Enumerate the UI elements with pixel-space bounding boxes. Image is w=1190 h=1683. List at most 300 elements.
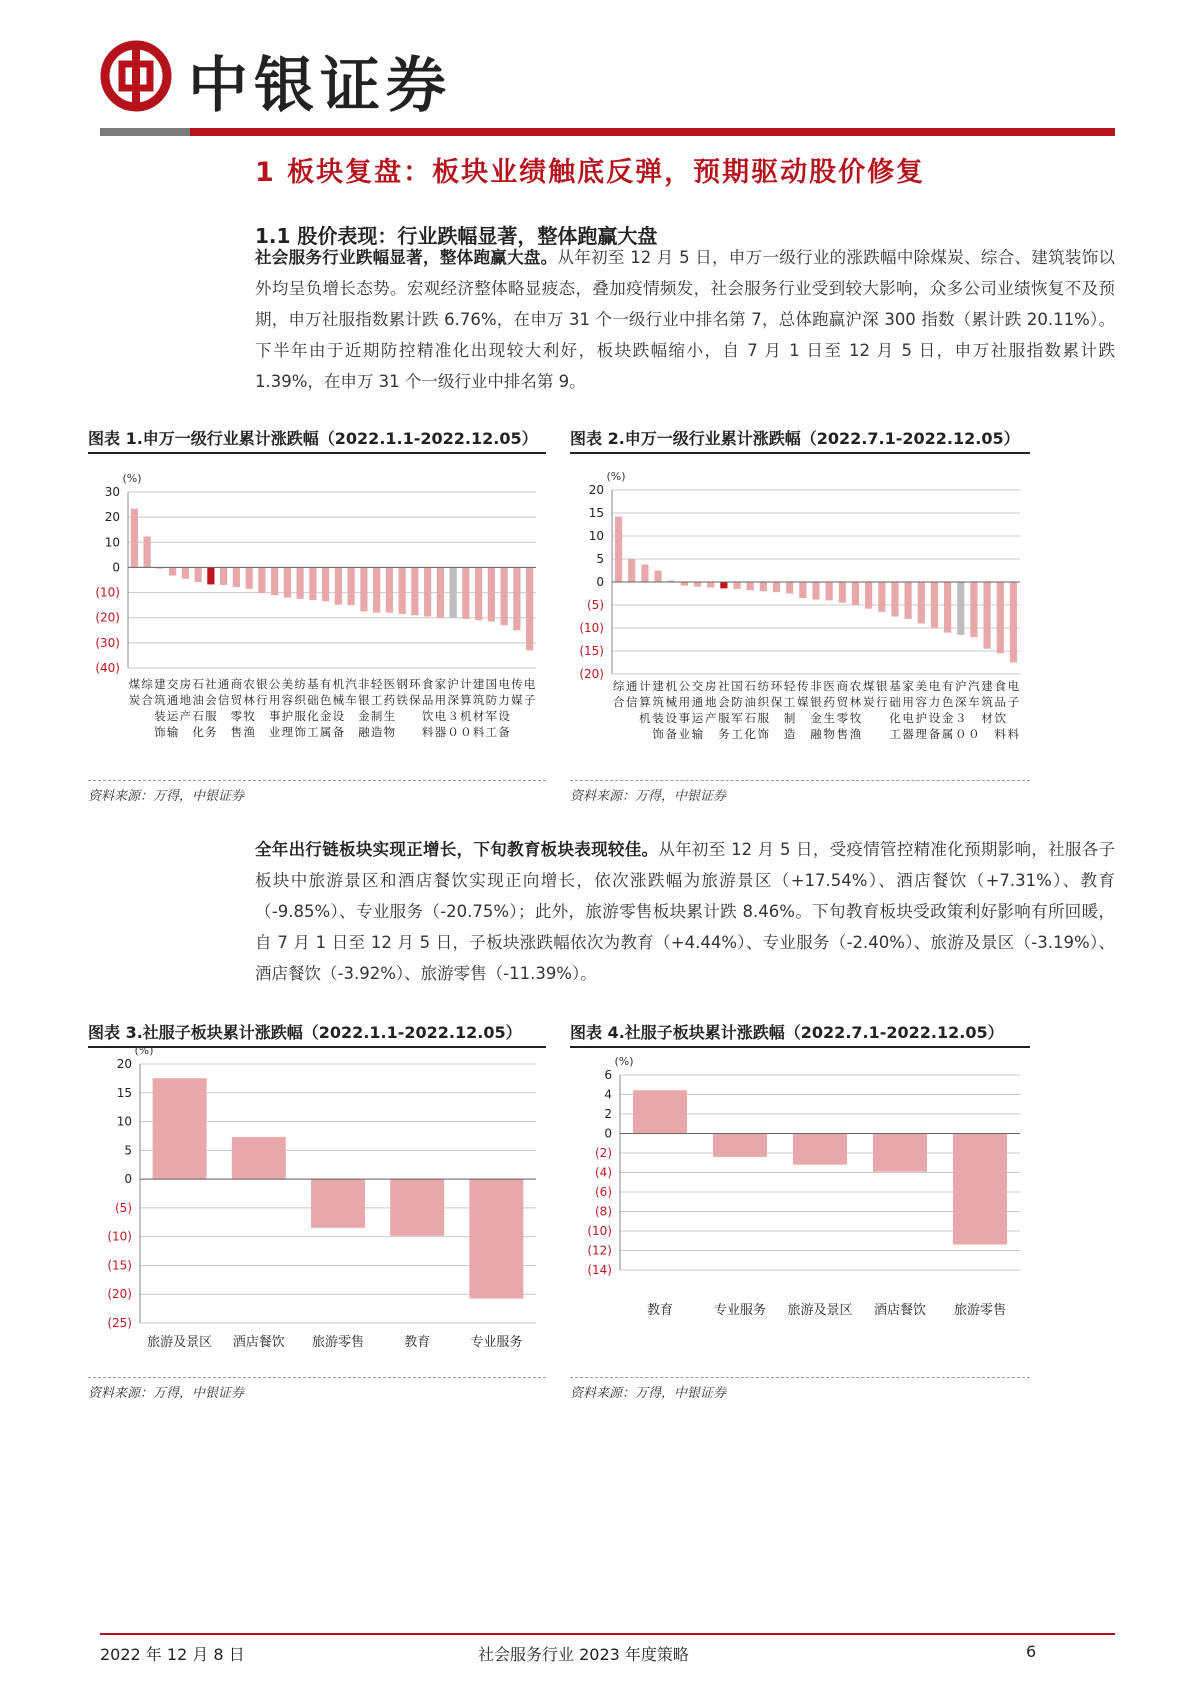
x-tick-label-char: 运: [166, 709, 179, 723]
x-tick-label-char: 金: [319, 709, 332, 723]
bar-教育: [633, 1090, 687, 1133]
y-tick-label: (6): [595, 1185, 612, 1199]
x-tick-label-char: 售: [836, 727, 849, 741]
x-tick-label-char: 有: [941, 679, 954, 693]
x-tick-label-char: 子: [523, 693, 536, 707]
x-tick-label-char: 交: [166, 677, 179, 691]
x-tick-label-char: 化: [307, 709, 319, 723]
x-tick-label-char: 媒: [797, 695, 809, 709]
bar-房地产: [707, 582, 714, 588]
x-tick-label-char: 铁: [396, 693, 408, 707]
bar-传媒: [513, 567, 520, 630]
figure-1-source-rule: [88, 780, 546, 782]
x-tick-label-char: 石: [192, 709, 204, 723]
x-tick-label-char: 材: [472, 709, 485, 723]
x-tick-label-char: 贸: [836, 695, 849, 709]
x-tick-label-char: 饰: [154, 725, 166, 739]
x-tick-label-char: 理: [281, 725, 294, 739]
bar-农林牧渔: [246, 567, 253, 588]
x-tick-label-char: 医: [823, 679, 835, 693]
chart-industry-ytd: [88, 460, 546, 760]
bar-建筑装饰: [654, 571, 661, 583]
x-tick-label: 酒店餐饮: [873, 1303, 927, 1318]
x-tick-label-char: 料: [994, 727, 1007, 741]
bar-汽车: [348, 567, 355, 605]
y-tick-label: (12): [587, 1243, 612, 1258]
x-tick-label-char: 金: [358, 709, 370, 723]
x-tick-label-char: 交: [691, 679, 704, 693]
x-tick-label-char: 造: [370, 725, 383, 739]
x-tick-label-char: 有: [319, 677, 332, 691]
x-tick-label-char: 房: [704, 679, 717, 693]
bar-旅游及景区: [153, 1078, 207, 1179]
x-tick-label-char: 公: [678, 679, 691, 693]
figure-4-title: 图表 4.社服子板块累计涨跌幅（2022.7.1-2022.12.05）: [570, 1023, 1004, 1042]
x-tick-label-char: 备: [928, 727, 941, 741]
x-tick-label-char: ０: [447, 725, 459, 739]
x-tick-label-char: 用: [902, 695, 914, 709]
x-tick-label-char: 色: [941, 695, 954, 709]
x-tick-label-char: 综: [141, 677, 153, 691]
x-tick-label-char: 护: [915, 711, 928, 725]
bar-纺织服饰: [297, 567, 304, 598]
bar-旅游零售: [311, 1179, 365, 1228]
bar-商贸零售: [233, 567, 240, 587]
x-tick-label-char: 国: [485, 677, 498, 691]
figure-2-title: 图表 2.申万一级行业累计涨跌幅（2022.7.1-2022.12.05）: [570, 429, 1020, 448]
bar-石油石化: [195, 567, 202, 582]
x-tick-label-char: 传: [797, 679, 809, 693]
figure-2-source-rule: [570, 780, 1030, 782]
bar-医药生物: [386, 567, 393, 612]
x-tick-label-char: 属: [319, 725, 332, 739]
x-tick-label-char: 传: [511, 677, 523, 691]
x-tick-label-char: 服: [757, 711, 770, 725]
figure-4-source-rule: [570, 1377, 1030, 1379]
bar-公用事业: [271, 567, 278, 595]
x-tick-label-char: 渔: [243, 725, 255, 739]
x-tick-label-char: 饰: [757, 727, 770, 741]
x-tick-label-char: 会: [205, 693, 217, 707]
bar-机械设备: [335, 567, 342, 604]
y-tick-label: 2: [604, 1107, 612, 1121]
x-tick-label-char: 建: [154, 677, 166, 691]
x-tick-label-char: 备: [498, 725, 510, 739]
x-tick-label-char: 电: [902, 711, 914, 725]
x-tick-label-char: 行: [876, 695, 888, 709]
x-tick-label-char: 通: [691, 695, 704, 709]
figure-3-source: 资料来源：万得，中银证券: [88, 1386, 245, 1401]
header-rule-grey: [100, 128, 190, 136]
x-tick-label-char: 药: [383, 693, 396, 707]
bar-国防军工: [733, 582, 740, 589]
y-tick-label: 0: [124, 1172, 132, 1187]
bar-电力设备: [501, 567, 508, 625]
x-tick-label-char: 护: [281, 709, 294, 723]
x-tick-label-char: 制: [783, 711, 796, 725]
x-tick-label-char: 工: [485, 725, 498, 739]
x-tick-label-char: 合: [612, 695, 625, 709]
x-tick-label-char: ３: [955, 711, 967, 725]
x-tick-label-char: 会: [718, 695, 730, 709]
y-tick-label: (5): [587, 598, 604, 612]
x-tick-label-char: 银: [810, 695, 822, 709]
x-tick-label-char: 基: [307, 677, 319, 691]
x-tick-label-char: 料: [1007, 727, 1020, 741]
y-tick-label: (10): [95, 585, 120, 600]
bar-沪深300: [450, 567, 457, 618]
bar-钢铁: [399, 567, 406, 614]
x-tick-label-char: 农: [243, 677, 255, 691]
figure-2-rule: [570, 452, 1030, 454]
x-tick-label-char: 药: [823, 695, 835, 709]
bar-轻工制造: [786, 582, 793, 594]
bar-农林牧渔: [852, 582, 859, 605]
x-tick-label-char: 品: [994, 695, 1007, 709]
x-tick-label-char: 装: [154, 709, 166, 723]
x-tick-label-char: 纺: [294, 677, 306, 691]
x-tick-label-char: 计: [460, 677, 472, 691]
x-tick-label-char: 工: [889, 727, 901, 741]
section-subtitle: 1.1 股价表现：行业跌幅显著，整体跑赢大盘: [255, 224, 658, 248]
y-tick-label: (15): [107, 1258, 132, 1273]
x-tick-label-char: 基: [889, 679, 901, 693]
x-tick-label-char: 纺: [757, 679, 770, 693]
x-tick-label-char: 深: [447, 693, 459, 707]
x-tick-label-char: ０: [968, 727, 980, 741]
bar-通信: [220, 567, 227, 585]
x-tick-label-char: 物: [383, 725, 396, 739]
y-tick-label: (8): [595, 1204, 612, 1219]
bar-银行: [258, 567, 265, 593]
x-tick-label-char: 银: [358, 693, 370, 707]
x-tick-label: 专业服务: [470, 1335, 523, 1350]
bar-轻工制造: [373, 567, 380, 612]
y-tick-label: 10: [588, 529, 604, 543]
bar-综合: [615, 517, 622, 582]
x-tick-label-char: 工: [370, 693, 383, 707]
x-tick-label-char: 筑: [154, 693, 166, 707]
x-tick-label-char: 算: [460, 693, 472, 707]
y-tick-label: 10: [104, 535, 120, 550]
x-tick-label-char: 生: [823, 711, 835, 725]
x-tick-label-char: 军: [485, 709, 498, 723]
x-tick-label-char: 石: [192, 677, 204, 691]
x-tick-label-char: 美: [915, 679, 928, 693]
x-tick-label-char: 化: [744, 727, 756, 741]
x-tick-label-char: 备: [332, 725, 345, 739]
x-tick-label-char: 力: [498, 693, 510, 707]
header-rule-red: [190, 128, 1115, 136]
x-tick-label-char: 油: [744, 695, 756, 709]
x-tick-label-char: 事: [268, 709, 281, 723]
x-tick-label-char: 国: [731, 679, 743, 693]
footer-page-number: 6: [1026, 1642, 1037, 1661]
x-tick-label-char: 军: [731, 711, 743, 725]
x-tick-label-char: 织: [294, 693, 306, 707]
x-tick-label-char: 炭: [862, 695, 875, 709]
chart-industry-h2: [570, 460, 1030, 760]
x-tick-label-char: 汽: [345, 677, 357, 691]
bank-of-china-logo-icon: [100, 40, 172, 112]
x-tick-label-char: 非: [810, 679, 822, 693]
chart-subsector-ytd: [88, 1044, 546, 1364]
y-tick-label: 20: [588, 483, 604, 497]
y-tick-label: (5): [115, 1200, 132, 1215]
chart-unit-label: (%): [614, 1055, 634, 1068]
bar-基础化工: [891, 582, 898, 617]
x-tick-label-char: 油: [192, 693, 204, 707]
x-tick-label-char: 综: [612, 679, 625, 693]
x-tick-label: 教育: [404, 1335, 431, 1350]
x-tick-label: 专业服务: [713, 1303, 767, 1318]
y-tick-label: (14): [587, 1263, 612, 1277]
bar-基础化工: [309, 567, 316, 600]
figure-4-rule: [570, 1046, 1030, 1048]
paragraph-2-lead: 全年出行链板块实现正增长，下旬教育板块表现较佳。: [255, 840, 659, 859]
figure-1-title: 图表 1.申万一级行业累计涨跌幅（2022.1.1-2022.12.05）: [88, 429, 538, 448]
x-tick-label-char: 设: [332, 709, 345, 723]
x-tick-label-char: 公: [268, 677, 281, 691]
x-tick-label-char: 电: [928, 679, 941, 693]
x-tick-label-char: 地: [179, 693, 192, 707]
y-tick-label: 6: [604, 1068, 612, 1082]
section-title: 1 板块复盘：板块业绩触底反弹，预期驱动股价修复: [255, 157, 926, 188]
x-tick-label-char: 色: [319, 693, 332, 707]
x-tick-label-char: 林: [243, 693, 255, 707]
bar-旅游及景区: [793, 1134, 847, 1165]
y-tick-label: 15: [116, 1085, 132, 1100]
x-tick-label-char: 通: [166, 693, 179, 707]
figure-2-source: 资料来源：万得，中银证券: [570, 789, 727, 804]
x-tick-label-char: 工: [731, 727, 743, 741]
x-tick-label-char: 物: [823, 727, 835, 741]
x-tick-label-char: 算: [639, 695, 651, 709]
x-tick-label: 旅游及景区: [787, 1303, 853, 1318]
y-tick-label: 0: [112, 560, 120, 575]
bar-非银金融: [360, 567, 367, 611]
bar-计算机: [641, 565, 648, 582]
bar-医药生物: [826, 582, 833, 600]
x-tick-label-char: 料: [421, 725, 434, 739]
bar-美容护理: [918, 582, 925, 623]
x-tick-label-char: 事: [678, 711, 691, 725]
x-tick-label-char: 化: [192, 725, 204, 739]
bar-美容护理: [284, 567, 291, 597]
x-tick-label-char: 机: [460, 709, 472, 723]
x-tick-label-char: 料: [472, 725, 485, 739]
x-tick-label-char: 零: [230, 709, 243, 723]
x-tick-label-char: 沪: [955, 679, 967, 693]
x-tick-label-char: 服: [294, 709, 306, 723]
y-tick-label: 5: [596, 552, 604, 566]
x-tick-label-char: 媒: [511, 693, 523, 707]
chart-unit-label: (%): [134, 1044, 154, 1057]
paragraph-1-body: 从年初至 12 月 5 日，申万一级行业的涨跌幅中除煤炭、综合、建筑装饰以外均呈负增长态势。宏观经济整体略显疲态，叠加疫情频发，社会服务行业受到较大影响，众多公司业绩恢复不及预期，申万社服指数累计跌 6.76%，在申万 31 个一级行业中排名第 7，总体跑赢沪深 300 指数（累计跌 20.11%）。下半年由于近期防控精准化出现较大利好，板块跌幅缩小，自 7 月 1 日至 12 月 5 日，申万社服指数累计跌 1.39%，在申万 31 个一级行业中排名第 9。: [255, 248, 1115, 391]
x-tick-label-char: 金: [941, 711, 954, 725]
y-tick-label: (10): [587, 1224, 612, 1238]
x-tick-label: 教育: [646, 1303, 674, 1318]
footer-rule: [100, 1633, 1115, 1635]
x-tick-label-char: 渔: [849, 727, 862, 741]
x-tick-label-char: 贸: [230, 693, 243, 707]
x-tick-label-char: 深: [955, 695, 967, 709]
x-tick-label-char: 容: [915, 695, 928, 709]
y-tick-label: (20): [95, 610, 120, 625]
x-tick-label-char: 汽: [968, 679, 980, 693]
bar-通信: [628, 559, 635, 582]
x-tick-label-char: 产: [704, 711, 717, 725]
figure-1-rule: [88, 452, 546, 454]
x-tick-label-char: 车: [968, 695, 980, 709]
x-tick-label-char: 农: [849, 679, 862, 693]
x-tick-label-char: 工: [783, 695, 796, 709]
x-tick-label-char: 务: [718, 727, 730, 741]
y-tick-label: 15: [588, 506, 604, 520]
x-tick-label-char: ０: [460, 725, 472, 739]
x-tick-label-char: 家: [902, 679, 914, 693]
bar-酒店餐饮: [873, 1134, 927, 1172]
figure-4-source: 资料来源：万得，中银证券: [570, 1386, 727, 1401]
chart-subsector-h2: [570, 1054, 1030, 1364]
x-tick-label-char: 机: [639, 711, 651, 725]
bar-环保: [773, 582, 780, 592]
x-tick-label-char: 家: [434, 677, 447, 691]
x-tick-label-char: 计: [639, 679, 651, 693]
x-tick-label-char: 石: [744, 711, 756, 725]
x-tick-label: 旅游及景区: [147, 1335, 213, 1350]
bar-家用电器: [905, 582, 912, 619]
x-tick-label-char: 银: [256, 677, 268, 691]
paragraph-2-body: 从年初至 12 月 5 日，受疫情管控精准化预期影响，社服各子板块中旅游景区和酒店餐饮实现正向增长，依次涨跌幅为旅游景区（+17.54%）、酒店餐饮（+7.31%）、教育（-9.85%）、专业服务（-20.75%）；此外，旅游零售板块累计跌 8.46%。下旬教育板块受政策利好影响有所回暖，自 7 月 1 日至 12 月 5 日，子板块涨跌幅依次为教育（+4.44%）、专业服务（-2.40%）、旅游及景区（-3.19%）、酒店餐饮（-3.92%）、旅游零售（-11.39%）。: [255, 840, 1115, 983]
x-tick-label-char: 子: [1007, 695, 1020, 709]
figure-1-source: 资料来源：万得，中银证券: [88, 789, 245, 804]
x-tick-label-char: 建: [652, 679, 664, 693]
x-tick-label-char: 品: [421, 693, 434, 707]
y-tick-label: 30: [104, 485, 120, 499]
x-tick-label-char: 业: [678, 727, 691, 741]
y-tick-label: 0: [596, 575, 604, 589]
x-tick-label-char: 牧: [243, 709, 255, 723]
x-tick-label-char: 电: [1007, 679, 1020, 693]
y-tick-label: 20: [104, 510, 120, 525]
x-tick-label-char: 钢: [396, 677, 408, 691]
bar-社会服务: [207, 567, 214, 584]
x-tick-label-char: 林: [849, 695, 862, 709]
x-tick-label-char: 织: [757, 695, 770, 709]
x-tick-label-char: 沪: [447, 677, 459, 691]
bar-社会服务: [720, 582, 727, 588]
bar-电力设备: [931, 582, 938, 628]
x-tick-label-char: 设: [928, 711, 941, 725]
x-tick-label: 旅游零售: [311, 1335, 365, 1350]
x-tick-label-char: 输: [691, 727, 704, 741]
bar-公用事业: [681, 582, 688, 586]
x-tick-label-char: 筑: [981, 695, 993, 709]
y-tick-label: (2): [595, 1146, 612, 1160]
y-tick-label: (25): [107, 1316, 132, 1330]
chart-unit-label: (%): [606, 470, 626, 483]
x-tick-label-char: 电: [434, 709, 447, 723]
bar-旅游零售: [953, 1134, 1007, 1245]
bar-食品饮料: [997, 582, 1004, 653]
paragraph-1-lead: 社会服务行业跌幅显著，整体跑赢大盘。: [255, 248, 558, 267]
footer-title: 社会服务行业 2023 年度策略: [478, 1645, 689, 1664]
bar-纺织服饰: [760, 582, 767, 591]
x-tick-label-char: 础: [889, 695, 901, 709]
x-tick-label-char: 轻: [370, 677, 383, 691]
x-tick-label-char: 力: [928, 695, 941, 709]
x-tick-label-char: 械: [332, 693, 345, 707]
x-tick-label-char: 煤: [862, 679, 875, 693]
bar-非银金融: [812, 582, 819, 599]
y-tick-label: (20): [107, 1287, 132, 1302]
x-tick-label-char: 电: [498, 677, 510, 691]
x-tick-label-char: 食: [421, 677, 434, 691]
x-tick-label-char: 通: [625, 679, 638, 693]
bar-煤炭: [131, 509, 138, 568]
bar-有色金属: [944, 582, 951, 633]
x-tick-label-char: 筑: [472, 693, 485, 707]
figure-3-source-rule: [88, 1377, 546, 1379]
bar-建筑材料: [475, 567, 482, 620]
x-tick-label: 旅游零售: [953, 1303, 1007, 1318]
y-tick-label: (10): [579, 621, 604, 635]
x-tick-label-char: 建: [472, 677, 485, 691]
y-tick-label: (15): [579, 644, 604, 658]
x-tick-label-char: 信: [217, 693, 230, 707]
bar-交通运输: [169, 567, 176, 575]
y-tick-label: (30): [95, 635, 120, 650]
bar-商贸零售: [839, 582, 846, 603]
x-tick-label-char: 地: [704, 695, 717, 709]
bar-教育: [390, 1179, 444, 1236]
x-tick-label-char: 防: [731, 695, 743, 709]
bar-石油石化: [747, 582, 754, 590]
x-tick-label-char: 保: [770, 695, 783, 709]
bar-酒店餐饮: [232, 1137, 286, 1179]
x-tick-label-char: 工: [307, 725, 319, 739]
bar-交通运输: [694, 582, 701, 587]
x-tick-label-char: 业: [268, 725, 281, 739]
x-tick-label-char: 美: [281, 677, 294, 691]
x-tick-label-char: 运: [691, 711, 704, 725]
x-tick-label: 酒店餐饮: [232, 1335, 285, 1350]
bar-银行: [878, 582, 885, 612]
x-tick-label-char: 筑: [652, 695, 664, 709]
paragraph-2: [255, 834, 1115, 989]
bar-计算机: [462, 567, 469, 619]
x-tick-label-char: 理: [915, 727, 928, 741]
x-tick-label-char: 饰: [652, 727, 664, 741]
bar-专业服务: [469, 1179, 523, 1298]
x-tick-label-char: 融: [810, 727, 822, 741]
bar-国防军工: [488, 567, 495, 621]
x-tick-label-char: 银: [876, 679, 888, 693]
x-tick-label-char: 金: [810, 711, 822, 725]
x-tick-label-char: 炭: [128, 693, 141, 707]
x-tick-label-char: 用: [678, 695, 691, 709]
x-tick-label-char: 饮: [421, 709, 434, 723]
x-tick-label-char: 行: [256, 693, 268, 707]
x-tick-label-char: 造: [783, 727, 796, 741]
brand-name: 中银证券: [188, 51, 452, 121]
x-tick-label-char: 环: [770, 679, 783, 693]
x-tick-label-char: 建: [981, 679, 993, 693]
x-tick-label-char: 机: [332, 677, 345, 691]
x-tick-label-char: 产: [179, 709, 192, 723]
x-tick-label-char: 食: [994, 679, 1007, 693]
